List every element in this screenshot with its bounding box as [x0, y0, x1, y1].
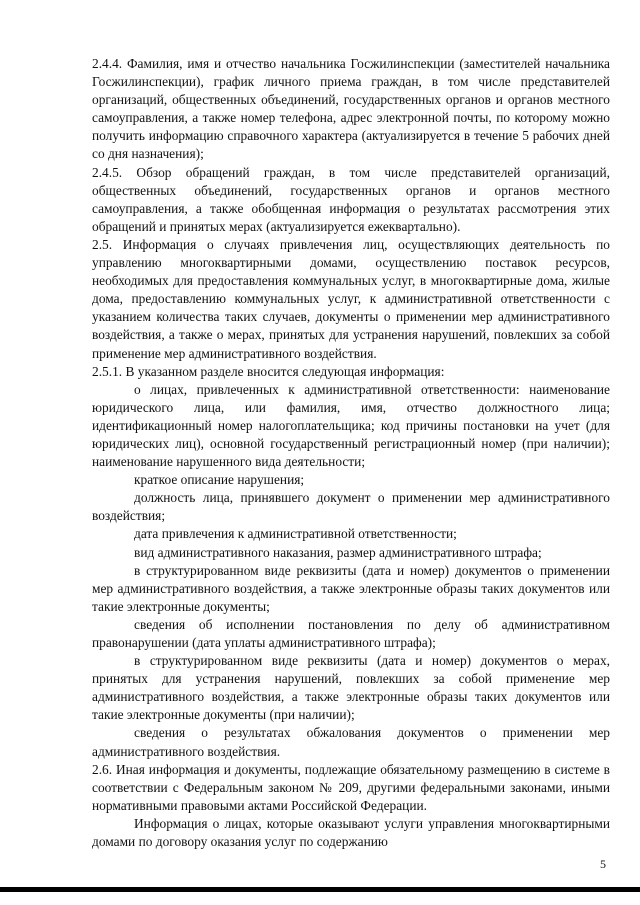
- paragraph-2-4-4: 2.4.4. Фамилия, имя и отчество начальника Госжилинспекции (заместителей начальника Госжилинспекции), график личного приема граждан, в том числе представителей организаций, общественных объединений, государственных органов и органов местного самоуправления, а также номер телефона, адрес электронной почты, по которому можно получить информацию справочного характера (актуализируется в течение 5 рабочих дней со дня назначения);: [92, 56, 610, 162]
- list-item-penalty: вид административного наказания, размер административного штрафа;: [134, 544, 542, 560]
- list-item-appeal: сведения о результатах обжалования документов о применении мер административного воздействия.: [92, 725, 610, 759]
- list-item-position: должность лица, принявшего документ о применении мер административного воздействия;: [92, 490, 610, 524]
- list-item-persons: о лицах, привлеченных к административной ответственности: наименование юридического лица, или фамилия, имя, отчество должностного лица; идентификационный номер налогоплательщика; код причины постановки на учет (для юридических лиц), основной государственный регистрационный номер (при наличии); наименование нарушенного вида деятельности;: [92, 381, 610, 470]
- paragraph-management-info: Информация о лицах, которые оказывают услуги управления многоквартирными домами по договору оказания услуг по содержанию: [92, 815, 610, 850]
- document-page: [92, 55, 610, 851]
- paragraph-2-4-5: 2.4.5. Обзор обращений граждан, в том числе представителей организаций, общественных объединений, государственных органов и органов местного самоуправления, а также обобщенная информация о результатах рассмотрения этих обращений и принятых мерах (актуализируется ежеквартально).: [92, 164, 610, 234]
- paragraph-2-5: 2.5. Информация о случаях привлечения лиц, осуществляющих деятельность по управлению многоквартирными домами, осуществлению поставок ресурсов, необходимых для предоставления коммунальных услуг, в многоквартирные дома, жилые дома, предоставлению коммунальных услуг, к административной ответственности с указанием количества таких случаев, документы о применении мер административного воздействия, а также о мерах, принятых для устранения нарушений, повлекших за собой применение мер административного воздействия.: [92, 236, 610, 361]
- list-item-measures: в структурированном виде реквизиты (дата и номер) документов о мерах, принятых для устранения нарушений, повлекших за собой применение мер административного воздействия, а также электронные образы таких документов или такие электронные документы (при наличии);: [92, 653, 610, 723]
- page-number: 5: [600, 857, 606, 871]
- list-item-execution: сведения об исполнении постановления по делу об административном правонарушении (дата уплаты административного штрафа);: [92, 616, 610, 650]
- list-item-description: краткое описание нарушения;: [134, 472, 305, 488]
- paragraph-2-5-1: 2.5.1. В указанном разделе вносится следующая информация:: [92, 363, 445, 379]
- paragraph-2-6: 2.6. Иная информация и документы, подлежащие обязательному размещению в системе в соответствии с Федеральным законом № 209, другими федеральными законами, иными нормативными правовыми актами Российской Федерации.: [92, 761, 610, 813]
- bottom-rule: [0, 887, 640, 892]
- list-item-documents: в структурированном виде реквизиты (дата и номер) документов о применении мер административного воздействия, а также электронные образы таких документов или такие электронные документы;: [92, 562, 610, 614]
- list-item-date: дата привлечения к административной ответственности;: [134, 526, 457, 542]
